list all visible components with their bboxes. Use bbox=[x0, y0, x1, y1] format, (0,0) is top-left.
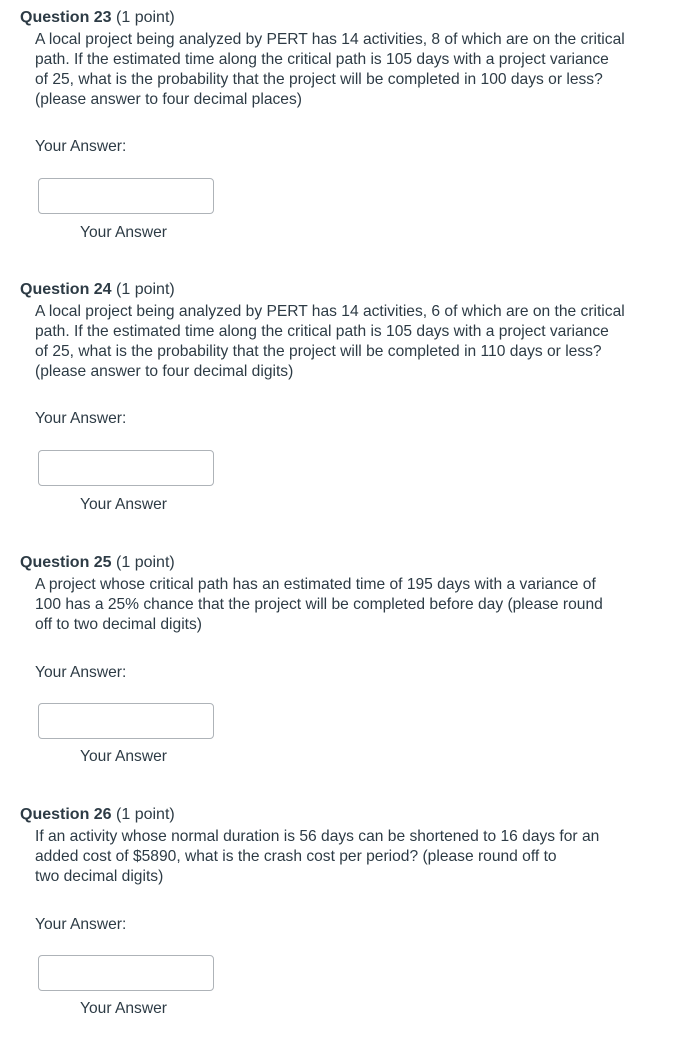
question-text bbox=[35, 302, 683, 382]
question-text-line: path. If the estimated time along the critical path is 105 days with a project variance bbox=[35, 323, 609, 340]
answer-input[interactable] bbox=[38, 955, 214, 991]
answer-hint: Your Answer bbox=[80, 1000, 167, 1017]
question-header bbox=[20, 8, 175, 28]
question-text-line: A local project being analyzed by PERT has 14 activities, 8 of which are on the critical bbox=[35, 31, 625, 48]
question-number: Question 24 bbox=[20, 281, 112, 298]
question-text-line: If an activity whose normal duration is 56 days can be shortened to 16 days for an bbox=[35, 828, 600, 845]
question-text-line: A project whose critical path has an estimated time of 195 days with a variance of bbox=[35, 576, 596, 593]
question-text-line: of 25, what is the probability that the project will be completed in 110 days or less? bbox=[35, 343, 602, 360]
answer-label: Your Answer: bbox=[35, 916, 127, 933]
question-text-line: two decimal digits) bbox=[35, 868, 164, 885]
answer-input[interactable] bbox=[38, 178, 214, 214]
question-text-line: path. If the estimated time along the critical path is 105 days with a project variance bbox=[35, 51, 609, 68]
question-header bbox=[20, 280, 175, 300]
question-26 bbox=[0, 797, 696, 1057]
question-text-line: added cost of $5890, what is the crash cost per period? (please round off to bbox=[35, 848, 557, 865]
question-text-line: (please answer to four decimal digits) bbox=[35, 363, 294, 380]
question-text-line: 100 has a 25% chance that the project will be completed before day (please round bbox=[35, 596, 603, 613]
question-number: Question 23 bbox=[20, 9, 112, 26]
question-24 bbox=[0, 272, 696, 532]
question-header bbox=[20, 805, 175, 825]
question-text bbox=[35, 575, 683, 635]
question-text-line: off to two decimal digits) bbox=[35, 616, 202, 633]
question-23 bbox=[0, 0, 696, 260]
question-text-line: of 25, what is the probability that the project will be completed in 100 days or less? bbox=[35, 71, 603, 88]
question-number: Question 25 bbox=[20, 554, 112, 571]
question-header bbox=[20, 553, 175, 573]
answer-hint: Your Answer bbox=[80, 748, 167, 765]
question-points: (1 point) bbox=[116, 9, 175, 26]
answer-hint: Your Answer bbox=[80, 224, 167, 241]
answer-label: Your Answer: bbox=[35, 410, 127, 427]
answer-label: Your Answer: bbox=[35, 138, 127, 155]
answer-input[interactable] bbox=[38, 450, 214, 486]
question-text-line: A local project being analyzed by PERT has 14 activities, 6 of which are on the critical bbox=[35, 303, 625, 320]
answer-input[interactable] bbox=[38, 703, 214, 739]
question-text-line: (please answer to four decimal places) bbox=[35, 91, 302, 108]
question-points: (1 point) bbox=[116, 554, 175, 571]
question-text bbox=[35, 827, 683, 887]
answer-hint: Your Answer bbox=[80, 496, 167, 513]
answer-label: Your Answer: bbox=[35, 664, 127, 681]
question-25 bbox=[0, 545, 696, 805]
question-number: Question 26 bbox=[20, 806, 112, 823]
question-points: (1 point) bbox=[116, 806, 175, 823]
question-points: (1 point) bbox=[116, 281, 175, 298]
question-text bbox=[35, 30, 683, 110]
